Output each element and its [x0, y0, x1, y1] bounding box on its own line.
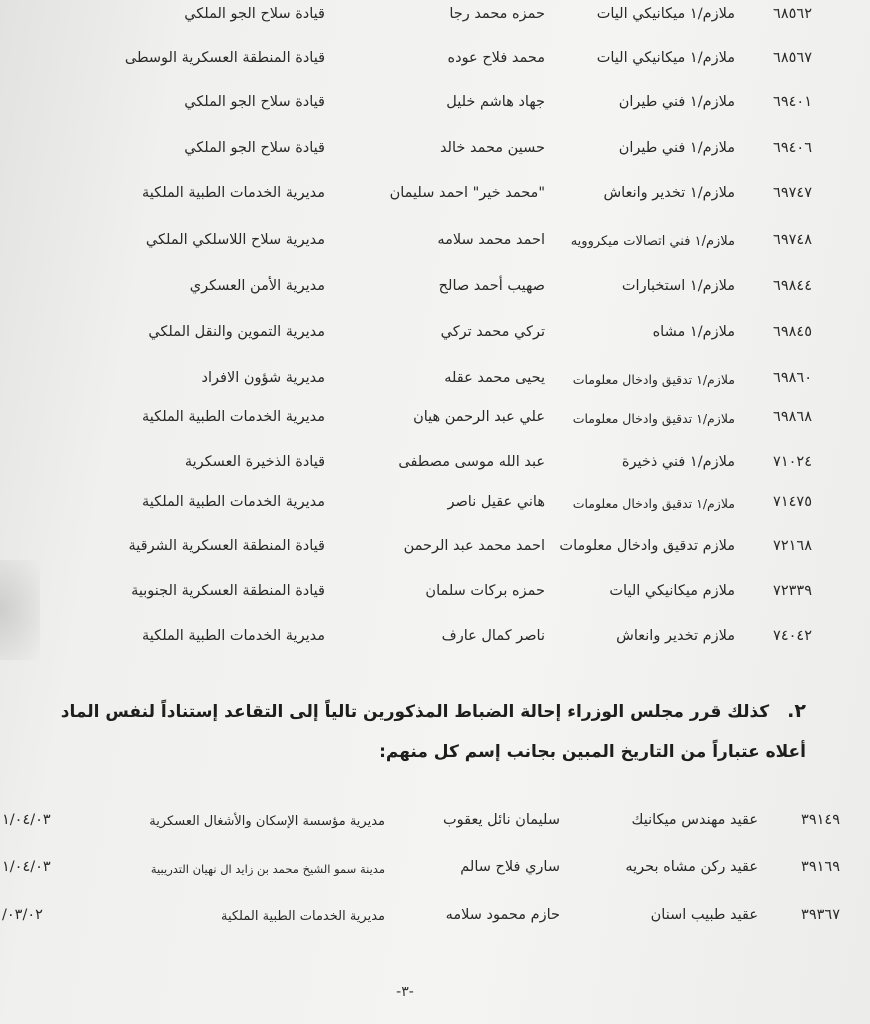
officer-rank: ملازم/١ تدقيق وادخال معلومات — [572, 411, 735, 426]
officer-name: حمزه محمد رجا — [449, 6, 545, 22]
table-row — [0, 181, 870, 211]
retirement-date: ١/٠٤/٠٣ — [2, 859, 51, 875]
officer-number: ٦٩٨٤٤ — [773, 278, 812, 294]
retirement-date: /٠٣/٠٢ — [2, 907, 43, 923]
officer-unit: مدينة سمو الشيخ محمد بن زايد ال نهيان التدريبية — [150, 862, 385, 876]
table-row — [0, 366, 870, 396]
officer-number: ٧١٠٢٤ — [773, 454, 812, 470]
officer-number: ٧٤٠٤٢ — [773, 628, 812, 644]
officer-unit: قيادة سلاح الجو الملكي — [184, 6, 325, 22]
table-row — [0, 534, 870, 564]
officer-name: سليمان نائل يعقوب — [443, 812, 560, 828]
officer-rank: ملازم تدقيق وادخال معلومات — [559, 538, 735, 554]
table-row — [0, 450, 870, 480]
page-number: -٣- — [396, 984, 414, 1000]
officer-unit: قيادة المنطقة العسكرية الجنوبية — [131, 583, 325, 599]
paragraph-line-1 — [0, 700, 806, 722]
officer-name: يحيى محمد عقله — [444, 370, 545, 386]
officer-rank: ملازم/١ فني اتصالات ميكروويه — [570, 234, 735, 249]
officer-unit: مديرية التموين والنقل الملكي — [148, 324, 325, 340]
table-row — [0, 490, 870, 520]
officer-number: ٧١٤٧٥ — [773, 494, 812, 510]
table-row — [0, 405, 870, 435]
officer-rank: ملازم/١ تخدير وانعاش — [603, 185, 735, 201]
officer-number: ٣٩١٤٩ — [801, 812, 840, 828]
table-row — [0, 46, 870, 76]
officer-name: محمد فلاح عوده — [447, 50, 545, 66]
officer-number: ٦٩٨٦٠ — [773, 370, 812, 386]
officer-name: هاني عقيل ناصر — [447, 494, 545, 510]
table-row — [0, 274, 870, 304]
officer-name: حازم محمود سلامه — [445, 907, 560, 923]
officer-name: "محمد خير" احمد سليمان — [389, 185, 545, 201]
officer-name: علي عبد الرحمن هيان — [413, 409, 545, 425]
paragraph-number: ٢. — [787, 700, 806, 722]
paragraph-text-1: كذلك قرر مجلس الوزراء إحالة الضباط المذكورين تالياً إلى التقاعد إستناداً لنفس الماد — [60, 702, 770, 722]
officer-rank: ملازم/١ ميكانيكي اليات — [596, 50, 735, 66]
officer-rank: ملازم/١ ميكانيكي اليات — [596, 6, 735, 22]
officer-name: ساري فلاح سالم — [460, 859, 560, 875]
officer-number: ٦٩٤٠١ — [773, 94, 812, 110]
officer-unit: مديرية مؤسسة الإسكان والأشغال العسكرية — [149, 814, 385, 829]
officer-number: ٦٩٨٤٥ — [773, 324, 812, 340]
officer-rank: ملازم/١ تدقيق وادخال معلومات — [572, 372, 735, 387]
table-row — [0, 2, 870, 32]
officer-rank: ملازم/١ استخبارات — [621, 278, 735, 294]
officer-name: حمزه بركات سلمان — [425, 583, 545, 599]
officer-number: ٦٩٤٠٦ — [773, 140, 812, 156]
officer-number: ٦٨٥٦٧ — [773, 50, 812, 66]
officer-unit: قيادة المنطقة العسكرية الشرقية — [128, 538, 325, 554]
officer-unit: مديرية الخدمات الطبية الملكية — [142, 409, 325, 425]
officer-name: حسين محمد خالد — [439, 140, 545, 156]
officer-rank: ملازم/١ فني طيران — [618, 94, 735, 110]
table-row — [0, 320, 870, 350]
officer-rank: ملازم/١ مشاه — [652, 324, 735, 340]
officer-unit: مديرية شؤون الافراد — [201, 370, 325, 386]
officer-rank: ملازم تخدير وانعاش — [616, 628, 735, 644]
table-row — [0, 136, 870, 166]
officer-rank: عقيد ركن مشاه بحريه — [625, 859, 758, 875]
officer-number: ٣٩٣٦٧ — [801, 907, 840, 923]
officer-unit: مديرية الخدمات الطبية الملكية — [142, 494, 325, 510]
officer-unit: مديرية الخدمات الطبية الملكية — [220, 909, 385, 924]
table-row — [0, 579, 870, 609]
table-row — [0, 903, 870, 933]
table-row — [0, 90, 870, 120]
table-row — [0, 228, 870, 258]
officer-rank: عقيد مهندس ميكانيك — [631, 812, 758, 828]
officer-rank: ملازم ميكانيكي اليات — [609, 583, 735, 599]
paragraph-text-2: أعلاه عتباراً من التاريخ المبين بجانب إسم كل منهم: — [379, 742, 806, 762]
officer-number: ٦٩٧٤٧ — [773, 185, 812, 201]
officer-name: صهيب أحمد صالح — [438, 278, 545, 294]
officer-number: ٦٩٧٤٨ — [773, 232, 812, 248]
officer-unit: قيادة الذخيرة العسكرية — [184, 454, 325, 470]
officer-number: ٧٢١٦٨ — [773, 538, 812, 554]
officer-rank: عقيد طبيب اسنان — [650, 907, 758, 923]
officer-number: ٦٨٥٦٢ — [773, 6, 812, 22]
officer-rank: ملازم/١ فني طيران — [618, 140, 735, 156]
officer-name: ناصر كمال عارف — [441, 628, 545, 644]
officer-unit: مديرية الخدمات الطبية الملكية — [142, 628, 325, 644]
officer-unit: قيادة سلاح الجو الملكي — [184, 140, 325, 156]
officer-rank: ملازم/١ تدقيق وادخال معلومات — [572, 496, 735, 511]
table-row — [0, 855, 870, 885]
officer-number: ٦٩٨٦٨ — [773, 409, 812, 425]
officer-name: احمد محمد عبد الرحمن — [403, 538, 545, 554]
officer-unit: قيادة المنطقة العسكرية الوسطى — [124, 50, 325, 66]
table-row — [0, 624, 870, 654]
officer-name: عبد الله موسى مصطفى — [398, 454, 545, 470]
officer-unit: مديرية الأمن العسكري — [189, 278, 325, 294]
officer-name: جهاد هاشم خليل — [446, 94, 545, 110]
officer-number: ٣٩١٦٩ — [801, 859, 840, 875]
paragraph-line-2 — [0, 742, 806, 762]
officer-name: احمد محمد سلامه — [437, 232, 545, 248]
officer-name: تركي محمد تركي — [440, 324, 545, 340]
retirement-date: ١/٠٤/٠٣ — [2, 812, 51, 828]
officer-unit: قيادة سلاح الجو الملكي — [184, 94, 325, 110]
officer-unit: مديرية سلاح اللاسلكي الملكي — [145, 232, 325, 248]
officer-rank: ملازم/١ فني ذخيرة — [621, 454, 735, 470]
table-row — [0, 808, 870, 838]
officer-unit: مديرية الخدمات الطبية الملكية — [142, 185, 325, 201]
officer-number: ٧٢٣٣٩ — [773, 583, 812, 599]
